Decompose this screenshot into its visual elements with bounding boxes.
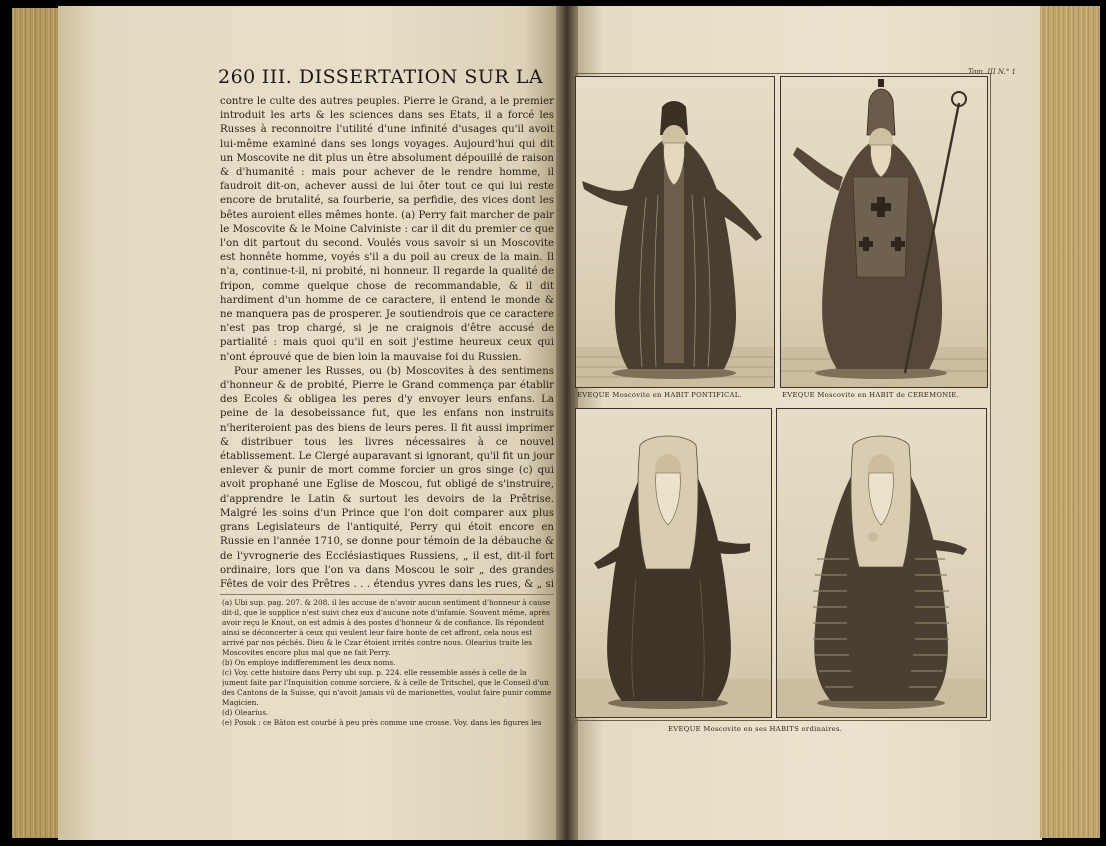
footnotes — [222, 598, 554, 728]
engraving-bishop-ceremonial — [780, 76, 988, 388]
engraving-bishop-pontifical — [575, 76, 775, 388]
footnote-rule — [220, 594, 554, 595]
caption-ceremonial: EVEQUE Moscovite en HABIT de CEREMONIE. — [782, 391, 960, 399]
paragraph: contre le culte des autres peuples. Pierre le Grand, a le premier introduit les arts & les sciences dans ses Etats, il a forcé les Russes à reconnoitre l'utilité d'une infinité d'usages qu'il avoit lui-même examiné dans ses longs voyages. Aujourd'hui qui dit un Moscovite ne dit plus un être absolument dépouillé de raison & d'humanité : mais pour achever de le rendre homme, il faudroit dit-on, achever aussi de lui ôter tout ce qui lui reste encore de brutalité, sa fourberie, sa perfidie, des vices dont les bêtes auroient elles mêmes honte. (a) Perry fait marcher de pair le Moscovite & le Moine Calviniste : car il dit du premier ce que l'on dit partout du second. Voulés vous savoir si un Moscovite est honnête homme, voyés s'il a du poil au creux de la main. Il n'a, continue-t-il, ni probité, ni honneur. Il regarde la qualité de fripon, comme quelque chose de recommandable, & il dit hardiment d'un homme de ce caractere, il entend le monde & ne manquera pas de prosperer. Je soutiendrois que ce caractere n'est pas trop chargé, si je ne craignois d'être accusé de partialité : mais quoi qu'il en soit j'estime heureux ceux qui n'ont éprouvé que de bien loin la mauvaise foi du Russien. — [220, 96, 554, 363]
page-number: 260 — [218, 66, 256, 88]
left-page-edges — [12, 8, 58, 838]
caption-ordinary: EVEQUE Moscovite en ses HABITS ordinaires. — [668, 725, 843, 733]
body-text — [220, 95, 554, 590]
engraving-bishop-ordinary-2 — [776, 408, 987, 718]
right-page-edges — [1040, 6, 1100, 838]
footnote: (b) On employe indifferemment les deux noms. — [222, 658, 396, 667]
footnote: (c) Voy. cette histoire dans Perry ubi sup. p. 224. elle ressemble assés à celle de la jument faite par l'Inquisition comme sorciere, & à celle de Tritschel, que le Conseil d'un des Cantons de la Suisse, qui n'avoit jamais vû de marionettes, voulut faire punir comme Magicien. — [222, 668, 552, 707]
engraving-bishop-ordinary-1 — [575, 408, 772, 718]
footnote: (d) Olearius. — [222, 708, 269, 717]
running-title: III. DISSERTATION SUR LA — [261, 66, 544, 88]
footnote: (a) Ubi sup. pag. 207. & 208. il les accuse de n'avoir aucun sentiment d'honneur à cause dit-il, que le supplice n'est suivi chez eux d'aucune note d'infamie. Souvent même, après avoir reçu le Knout, on est admis à des postes d'honneur & de confiance. Ils répondent ainsi se déconcerter à ceux qui veulent leur faire honte de cet affront, cela nous est arrivé par nos péchés. Dieu & le Czar étoient irrités contre nous. Olearius traite les Moscovites encore plus mal que ne fait Perry. — [222, 598, 551, 657]
plate-code: Tom. III N.° 1 — [967, 68, 1016, 76]
running-head — [218, 66, 558, 96]
footnote: (e) Posok : ce Bâton est courbé à peu près comme une crosse. Voy. dans les figures les — [222, 718, 542, 727]
paragraph: Pour amener les Russes, ou (b) Moscovites à des sentimens d'honneur & de probité, Pierre le Grand commença par établir des Ecoles & obligea les peres d'y envoyer leurs enfans. La peine de la desobeissance fut, que les enfans non instruits n'heriteroient pas des biens de leurs peres. Il fit aussi imprimer & distribuer tous les livres nécessaires à ce nouvel établissement. Le Clergé auparavant si ignorant, qu'il fit un jour enlever & punir de mort comme forcier un gros singe (c) qui avoit prophané une Eglise de Moscou, fut obligé de s'instruire, d'apprendre le Latin & surtout les devoirs de la Prêtrise. Malgré les soins d'un Prince que l'on doit comparer aux plus grans Legislateurs de l'antiquité, Perry qui étoit encore en Russie en l'année 1710, se donne pour témoin de la débauche & de l'yvrognerie des Ecclésiastiques Russiens, „ il est, dit-il fort ordinaire, lors que l'on va dans Moscou le soir „ des grandes Fêtes de voir des Prêtres . . . étendus yvres dans les rues, & „ si — [220, 365, 554, 590]
caption-pontifical: EVEQUE Moscovite en HABIT PONTIFICAL. — [577, 391, 742, 399]
